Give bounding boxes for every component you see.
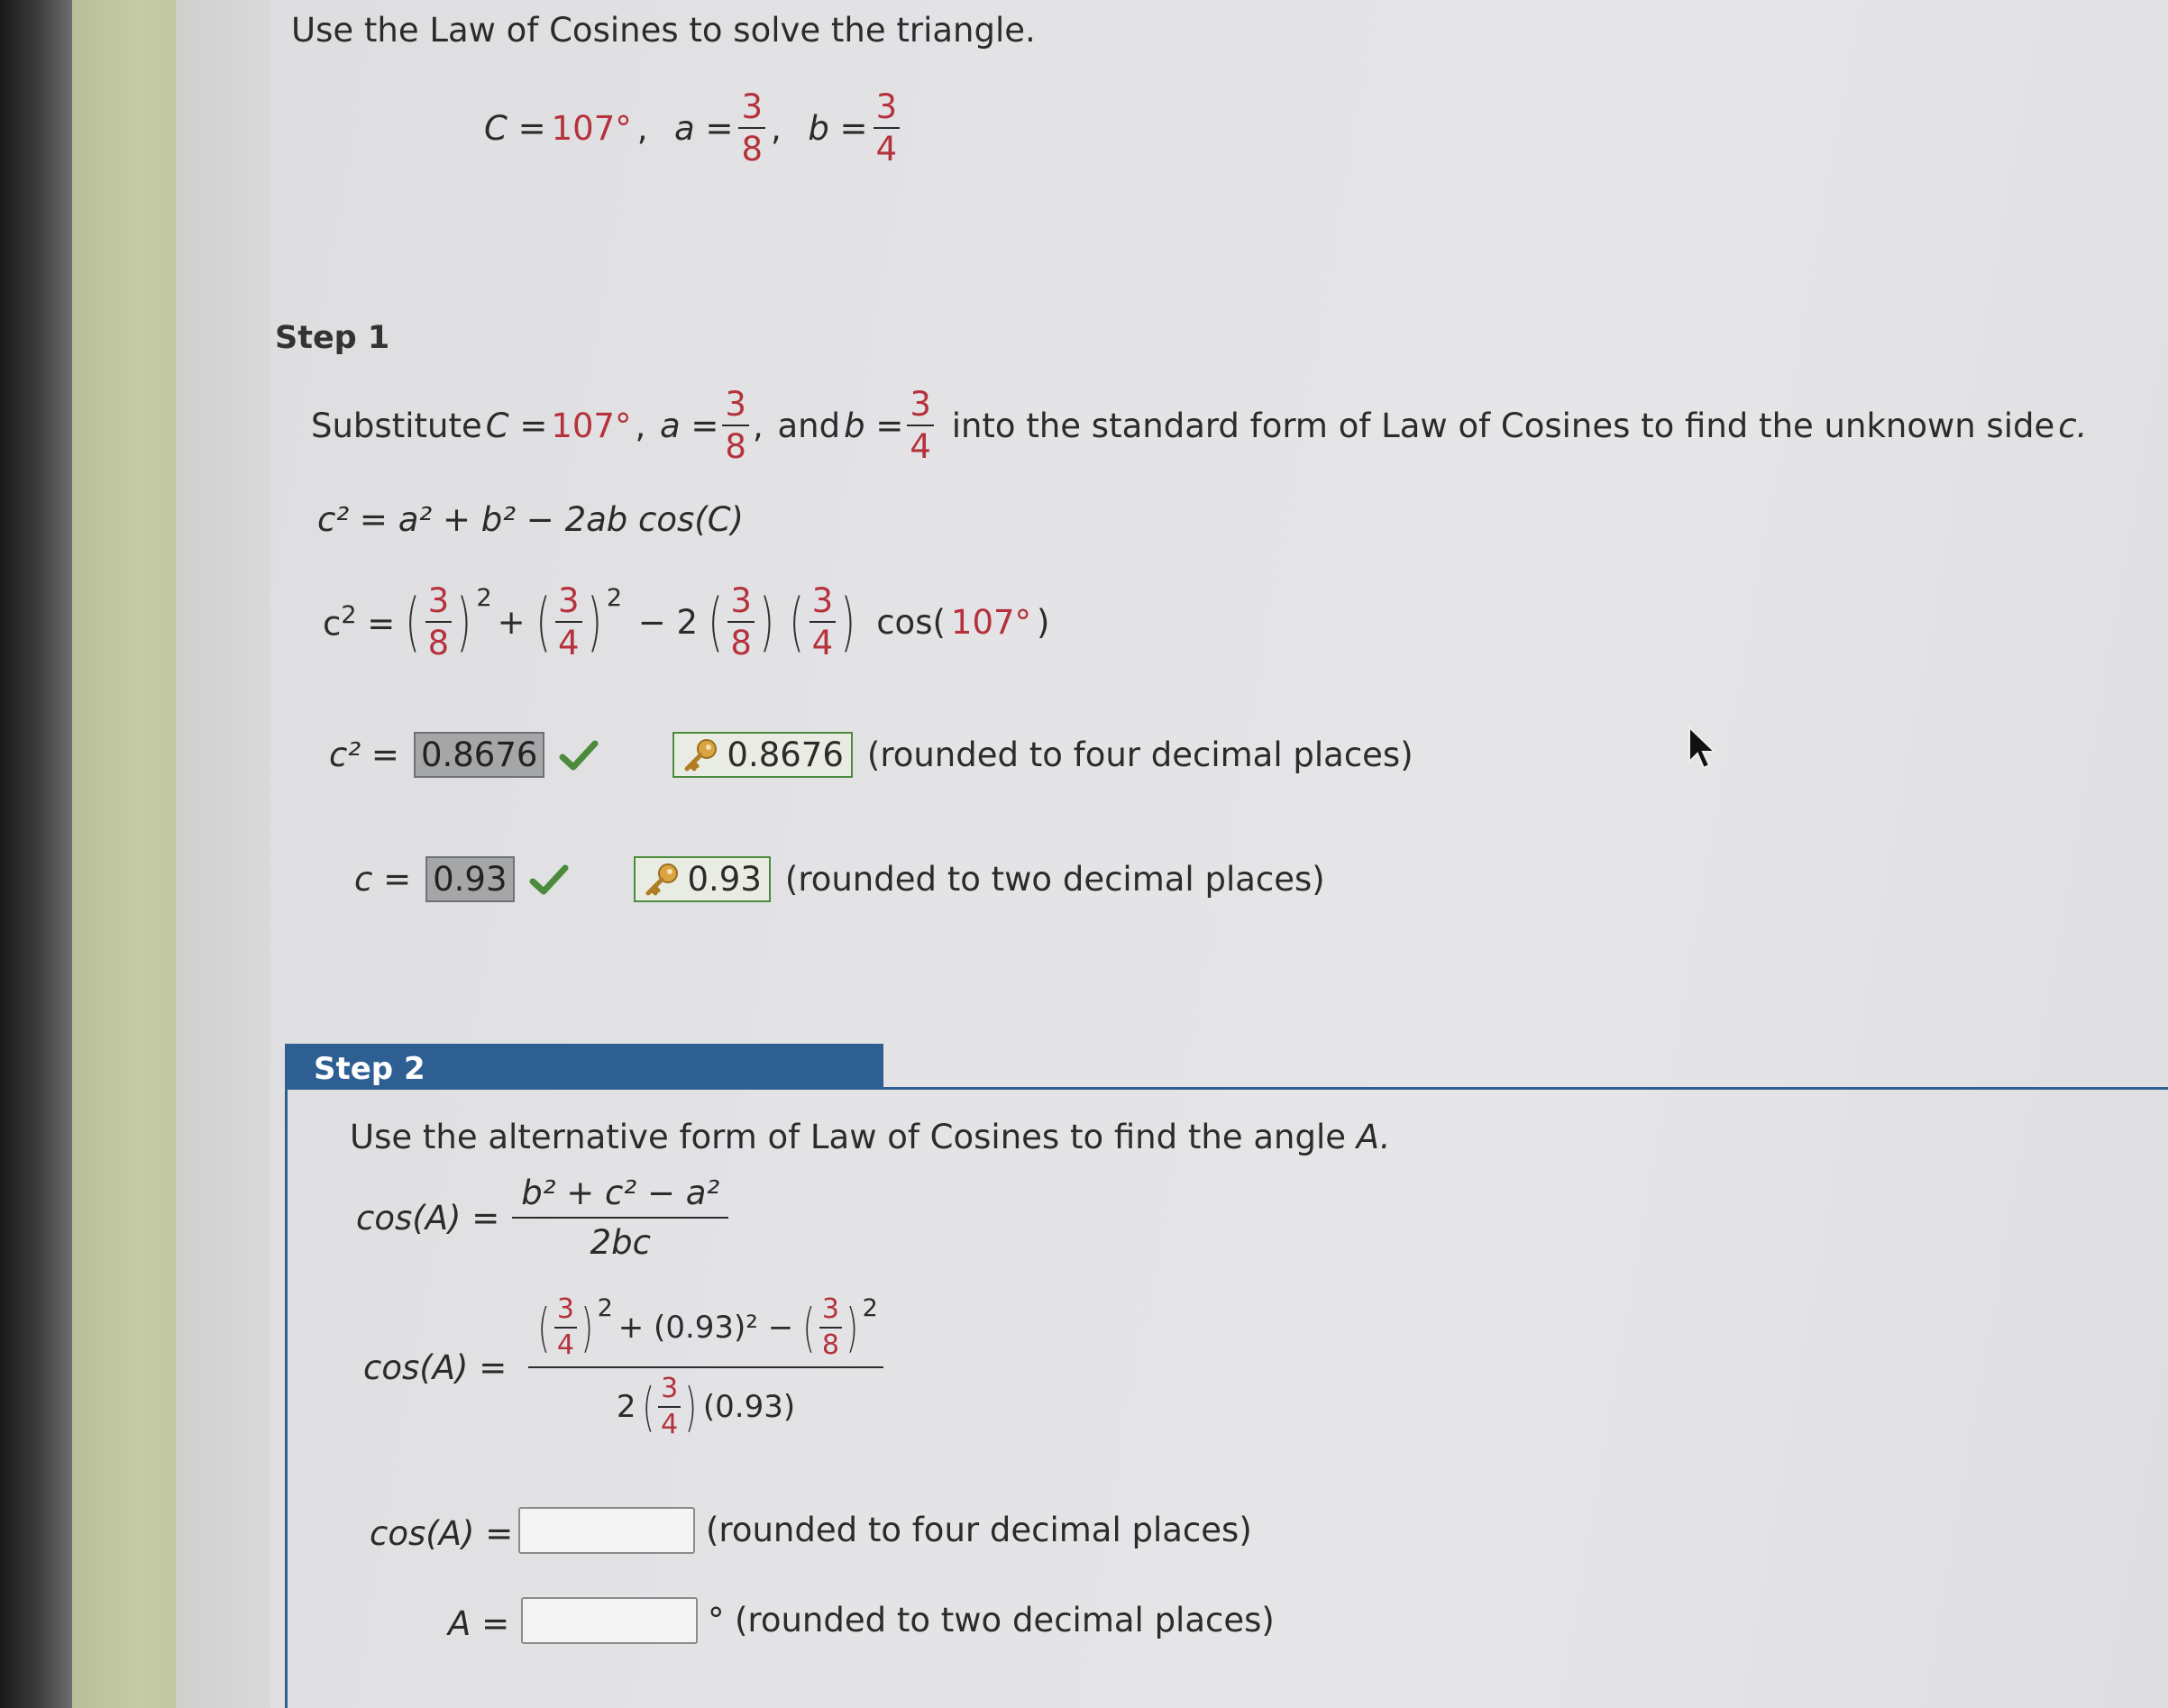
cosA-label: cos(A) = xyxy=(356,1198,500,1238)
c-label: c = xyxy=(354,860,412,899)
given-b-label: b = xyxy=(808,108,868,148)
mouse-cursor-icon xyxy=(1686,726,1722,771)
c-squared-answer[interactable]: 0.8676 xyxy=(414,732,544,778)
substitution-line: $c^2$ = ( $\frac{3}{8}$ ) 2 + ( $\frac{3}{4}$ ) 2 − 2 ( $\frac{3}{8}$ ) ( $\frac{3}{4}$ ) cos( 107° ) xyxy=(323,581,1050,662)
step2-intro: Use the alternative form of Law of Cosines to find the angle A. xyxy=(350,1118,1391,1156)
problem-instruction: Use the Law of Cosines to solve the triangle. xyxy=(291,11,1036,50)
A-input[interactable] xyxy=(521,1597,698,1644)
key-icon xyxy=(643,861,681,899)
correct-check-icon xyxy=(529,863,569,896)
c-answer-key: 0.93 xyxy=(634,856,771,902)
c-squared-answer-key: 0.8676 xyxy=(672,732,852,778)
given-a-label: a = xyxy=(674,108,734,148)
c-squared-row xyxy=(329,732,1413,778)
law-of-cosines-formula: c² = a² + b² − 2ab cos(C) xyxy=(317,500,744,539)
given-C-value: 107° xyxy=(551,108,632,148)
c-answer[interactable]: 0.93 xyxy=(425,856,514,902)
A-input-label: A = xyxy=(448,1604,510,1643)
c-note: (rounded to two decimal places) xyxy=(784,860,1325,899)
key-icon xyxy=(682,736,719,774)
screen-bezel xyxy=(0,0,72,1708)
c-row xyxy=(354,856,1325,902)
step1-title: Step 1 xyxy=(275,320,390,356)
given-b-fraction: $\frac{3}{4}$ xyxy=(874,90,901,166)
given-a-fraction: $\frac{3}{8}$ xyxy=(738,90,765,166)
cosA-label: cos(A) = xyxy=(363,1347,508,1387)
c-squared-label: c² = xyxy=(329,735,399,774)
c-squared-note: (rounded to four decimal places) xyxy=(866,735,1413,774)
alt-formula-fraction: $\frac{\text{b² + c² − a²}}{2bc}$ xyxy=(512,1176,728,1259)
step2-tab[interactable]: Step 2 xyxy=(285,1044,883,1089)
correct-check-icon xyxy=(559,739,599,772)
given-values: C = 107° , a = $\frac{3}{8}$ , b = $\frac{3}{4}$ xyxy=(484,90,900,166)
substituted-formula xyxy=(363,1293,883,1440)
cosA-input-label: cos(A) = xyxy=(370,1514,514,1553)
A-note: (rounded to two decimal places) xyxy=(735,1601,1275,1639)
alt-formula xyxy=(356,1174,728,1262)
cosA-input[interactable] xyxy=(518,1507,695,1554)
given-C-label: C = xyxy=(484,108,546,148)
substituted-fraction: ( $\frac{3}{4}$ ) 2 + (0.93)² − ( $\frac{3}{8}$ ) 2 2 ( $\frac{3}{4}$ ) (0.93) xyxy=(528,1296,883,1439)
cosA-note: (rounded to four decimal places) xyxy=(706,1511,1252,1549)
sidebar-margin xyxy=(176,0,270,1708)
step1-intro: Substitute C = 107° , a = $\frac{3}{8}$ , and b = $\frac{3}{4}$ into the standard form of Law of Cosines to find the unknown side c. xyxy=(311,385,2088,466)
sidebar-strip xyxy=(72,0,189,1708)
A-degree-unit: ° xyxy=(708,1601,725,1639)
